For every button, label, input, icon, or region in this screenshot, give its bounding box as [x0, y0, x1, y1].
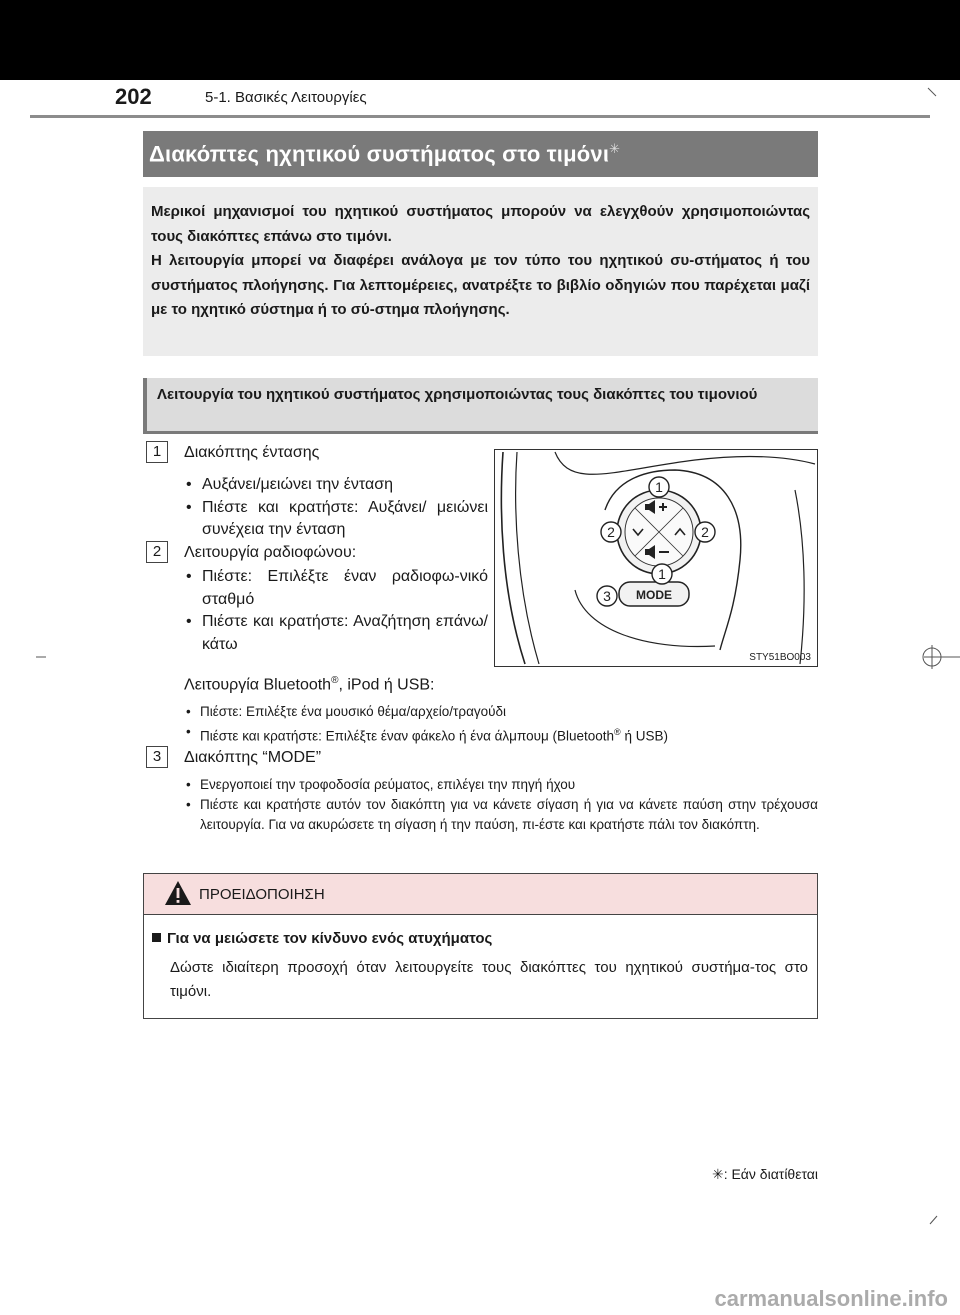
intro-paragraph-2: Η λειτουργία μπορεί να διαφέρει ανάλογα με τον τύπο του ηχητικού συ-στήματος ή του συστήματος πλοήγησης. Για λεπτομέρειες, ανατρέξτε το βιβλίο οδηγιών που παρέχεται μαζί με το ηχητικό σύστημα ή το σύ-στημα πλοήγησης. — [151, 252, 810, 318]
asterisk-icon: ✳ — [609, 141, 621, 156]
watermark: carmanualsonline.info — [714, 1286, 948, 1311]
item-title-bluetooth: Λειτουργία Bluetooth®, iPod ή USB: — [184, 675, 435, 694]
title-text: Διακόπτες ηχητικού συστήματος στο τιμόνι — [149, 141, 610, 167]
list-item: • Ενεργοποιεί την τροφοδοσία ρεύματος, επιλέγει την πηγή ήχου — [184, 775, 818, 795]
svg-text:1: 1 — [655, 479, 663, 495]
list-item: • Πιέστε: Επιλέξτε έναν ραδιοφω-νικό σταθμό — [184, 566, 488, 611]
bluetooth-bullets — [184, 702, 818, 747]
item-title-mode: Διακόπτης “MODE” — [184, 749, 322, 766]
callout-1-bottom — [652, 564, 672, 584]
subheading: Λειτουργία του ηχητικού συστήματος χρησιμοποιώντας τους διακόπτες του τιμονιού — [143, 378, 818, 434]
warning-box — [143, 873, 818, 1019]
radio-bullets — [184, 566, 488, 656]
steering-switch-illustration — [495, 450, 817, 666]
warning-header — [144, 874, 817, 915]
mode-button-label: MODE — [636, 588, 672, 602]
list-item: • Πιέστε και κρατήστε αυτόν τον διακόπτη για να κάνετε σίγαση ή για να κάνετε παύση στην τρέχουσα λειτουργία. Για να ακυρώσετε τη σίγαση ή την παύση, πι-έστε και κρατήστε πάλι τον διακόπτη. — [184, 795, 818, 835]
page-number: 202 — [115, 84, 152, 109]
callout-2-left — [601, 522, 621, 542]
warning-subtitle: Για να μειώσετε τον κίνδυνο ενός ατυχήματος — [152, 930, 492, 947]
list-item: • Πιέστε: Επιλέξτε ένα μουσικό θέμα/αρχείο/τραγούδι — [184, 702, 818, 722]
svg-text:1: 1 — [658, 566, 666, 582]
warning-text: Δώστε ιδιαίτερη προσοχή όταν λειτουργείτε τους διακόπτες του ηχητικού συστήμα-τος στο τιμόνι. — [170, 959, 808, 1000]
asterisk-icon: ✳ — [711, 1166, 724, 1182]
intro-paragraph-1: Μερικοί μηχανισμοί του ηχητικού συστήματος μπορούν να ελεγχθούν χρησιμοποιώντας τους διακόπτες επάνω στο τιμόνι. — [151, 203, 810, 245]
list-item: • Πιέστε και κρατήστε: Επιλέξτε έναν φάκελο ή ένα άλμπουμ (Bluetooth® ή USB) — [184, 722, 818, 747]
svg-text:3: 3 — [603, 588, 611, 604]
item-title-radio: Λειτουργία ραδιοφώνου: — [184, 544, 357, 561]
warning-icon — [164, 880, 192, 906]
steering-switch-figure — [494, 449, 818, 667]
callout-3 — [597, 586, 617, 606]
page-title — [143, 131, 818, 177]
list-item: • Αυξάνει/μειώνει την ένταση — [184, 474, 488, 497]
section-label: 5-1. Βασικές Λειτουργίες — [205, 89, 367, 106]
registered-mark: ® — [614, 727, 621, 737]
callout-2-right — [695, 522, 715, 542]
item-number-3: 3 — [146, 746, 168, 768]
item-number-1: 1 — [146, 441, 168, 463]
warning-title: ΠΡΟΕΙΔΟΠΟΙΗΣΗ — [199, 886, 325, 903]
list-item: • Πιέστε και κρατήστε: Αναζήτηση επάνω/κάτω — [184, 611, 488, 656]
svg-text:2: 2 — [701, 524, 709, 540]
footnote: ✳: Εάν διατίθεται — [711, 1166, 818, 1182]
list-item: • Πιέστε και κρατήστε: Αυξάνει/ μειώνει συνέχεια την ένταση — [184, 497, 488, 542]
square-bullet-icon — [152, 933, 161, 942]
callout-1-top — [649, 477, 669, 497]
item-number-2: 2 — [146, 541, 168, 563]
intro-box — [143, 187, 818, 356]
svg-text:2: 2 — [607, 524, 615, 540]
figure-code: STY51BO003 — [749, 652, 811, 663]
item-title-volume: Διακόπτης έντασης — [184, 444, 320, 461]
mode-bullets — [184, 775, 818, 835]
volume-bullets — [184, 474, 488, 542]
registered-mark: ® — [331, 675, 339, 686]
